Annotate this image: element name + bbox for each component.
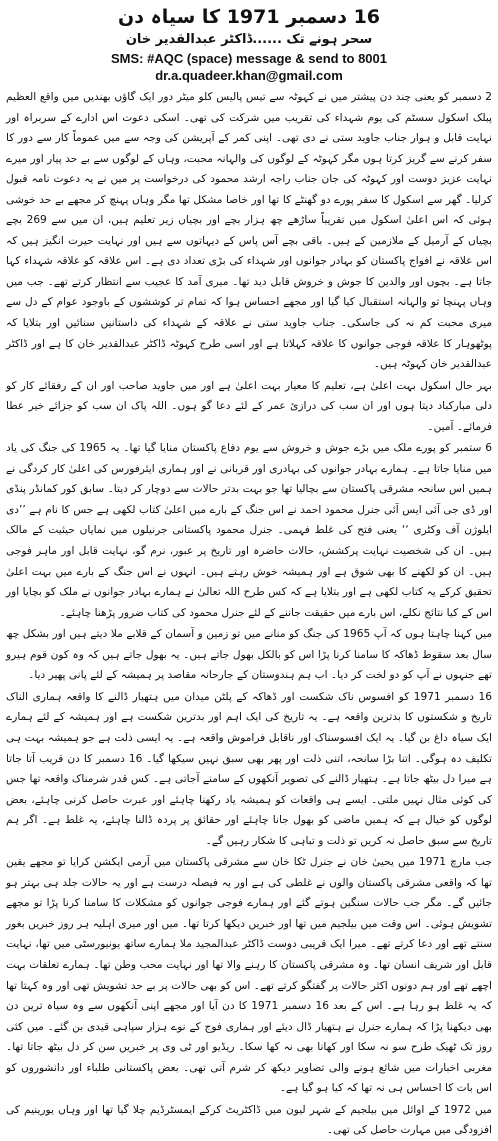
paragraph: بہر حال اسکول بہت اعلیٰ ہے، تعلیم کا معیار بہت اعلیٰ ہے اور میں جاوید صاحب اور ان کے رفقائے کار کو دلی مبارکباد دیتا ہوں اور ان سب کی درازیٔ عمر کے لئے دعا گو ہوں۔ اللہ پاک ان سب کو جزائے خیر عطا فرمائے۔ آمین۔ bbox=[6, 379, 492, 433]
article-body bbox=[6, 87, 492, 1141]
paragraph: 16 دسمبر 1971 کو افسوس ناک شکست اور ڈھاکہ کے پلٹن میدان میں ہتھیار ڈالنے کا واقعہ ہماری الناک تاریخ و شکستوں کا بدترین واقعہ ہے۔ یہ تاریخ کی ایک اہم اور بدترین شکست ہے اور ہمیشہ کے لئے ہمارے ایک سیاہ داغ بن گیا۔ یہ ایک افسوسناک اور ناقابل فراموش واقعہ ہے۔ یہ ایسی ذلت ہے جو ہمیشہ بہت ہی تکلیف دہ ہوگی۔ اتنا بڑا سانحہ، اتنی ذلت اور پھر بھی سبق نہیں سیکھا گیا۔ 16 دسمبر کا دن قریب آتا جاتا ہے میرا دل بیٹھ جاتا ہے۔ ہتھیار ڈالنے کی تصویر آنکھوں کے سامنے آجاتی ہے۔ کس قدر شرمناک واقعہ تھا جس کی کوئی مثال نہیں ملتی۔ ایسے ہی واقعات کو ہمیشہ یاد رکھنا چاہئے اور عبرت حاصل کرنی چاہئے، بعض لوگوں کو خیال ہے کہ ہمیں ماضی کو بھول جانا چاہئے اور حقائق پر پردہ ڈالنا چاہئے، یہ غلط ہے۔ اگر ہم تاریخ سے سبق حاصل نہ کریں تو ذلت و تباہی کا شکار رہیں گے۔ bbox=[6, 690, 492, 847]
paragraph: میں 1972 کے اوائل میں بیلجیم کے شہر لیون میں ڈاکٹریٹ کرکے ایمسٹرڈیم چلا گیا تھا اور وہاں یورینیم کی افزودگی میں مہارت حاصل کی تھی۔ bbox=[6, 1103, 492, 1137]
author-byline: سحر ہونے تک ......ڈاکٹر عبدالقدیر خان bbox=[125, 32, 373, 47]
paragraph: میں کہنا چاہتا ہوں کہ آپ 1965 کی جنگ کو منانے میں تو زمین و آسمان کے قلابے ملا دیتے ہیں اور بشکل چھ سال بعد سقوط ڈھاکہ کا سامنا کرنا پڑا اس کو بالکل بھول جاتے ہیں۔ یہ بھول جاتے ہیں کہ وہ کون قوم ہیرو تھے جنہوں نے آپ کو دو لخت کر دیا۔ اب ہم ہندوستان کے جارحانہ مقاصد پر ہمیشہ کے لئے پانی پھیر دیا۔ bbox=[6, 628, 492, 682]
author-email[interactable]: dr.a.quadeer.khan@gmail.com bbox=[155, 68, 343, 83]
sms-line: SMS: #AQC (space) message & send to 8001 bbox=[111, 51, 387, 66]
paragraph: جب مارچ 1971 میں یحییٰ خان نے جنرل ٹکا خان سے مشرقی پاکستان میں آرمی ایکشن کرایا تو مجھے یقین تھا کہ واقعی مشرقی پاکستان والوں نے غلطی کی ہے اور یہ فیصلہ درست ہے اور یہ حالات جلد ہی بہتر ہو جائیں گے۔ مگر جب حالات سنگین ہوتے گئے اور ہمارے فوجی جوانوں کو مشکلات کا سامنا کرنا پڑا تو مجھے تشویش ہوئی۔ اس وقت میں بیلجیم میں تھا اور خبریں دیکھا کرتا تھا۔ میں اور میری اہلیہ ہر روز خبریں بغور سنتے تھے اور دعا کرتے تھے۔ میرا ایک قریبی دوست ڈاکٹر عبدالمجید ملا ہمارے ساتھ یونیورسٹی میں تھا، نہایت قابل اور شریف انسان تھا۔ وہ مشرقی پاکستان کا رہنے والا تھا اور نہایت محب وطن تھا۔ ہمارے تعلقات بہت اچھے تھے اور ہم دونوں اکثر حالات پر گفتگو کرتے تھے۔ اس کو بھی حالات پر بے حد تشویش تھی اور وہ کہتا تھا کہ یہ غلط ہو رہا ہے۔ اس کے بعد 16 دسمبر 1971 کا دن آیا اور مجھے اپنی آنکھوں سے وہ سیاہ ترین دن بھی دیکھنا پڑا کہ ہمارے جنرل نے ہتھیار ڈال دیئے اور ہماری فوج کے نوے ہزار سپاہی قیدی بن گئے۔ میں کئی روز تک ٹھیک طرح سو نہ سکا اور کھانا بھی نہ کھا سکا۔ ریڈیو اور ٹی وی پر خبریں سن کر دل بیٹھ جاتا تھا۔ مغربی اخبارات میں شائع ہونے والی تصاویر دیکھ کر شرم آتی تھی۔ بعض پاکستانی طلباء اور دانشوروں کو اس بات کا احساس ہی نہ تھا کہ کیا ہو گیا ہے۔ bbox=[6, 856, 493, 1095]
paragraph: 2 دسمبر کو یعنی چند دن پیشتر میں نے کہوٹہ سے تیس پالیس کلو میٹر دور ایک گاؤں بھندیں میں واقع العظیم پبلک اسکول سسٹم کی یوم شہداء کی تقریب میں شرکت کی تھی۔ اسکی دعوت اس ادارے کے سربراہ اور نہایت قابل و ہوار جناب جاوید ستی نے دی تھی۔ اپنی کمر کے آپریشن کی وجہ سے میں عموماً کار سے دور کا سفر کرنے سے گریز کرتا ہوں مگر کہوٹہ کے لوگوں کی والہانہ محبت، وہاں کے لوگوں سے بے حد پیار اور میرے نہایت عزیز دوست اور کہوٹہ کی جان جناب راجہ ارشد محمود کی درخواست پر میں نے یہ دعوت نامہ قبول کرلیا۔ گھر سے اسکول کا سفر پورے دو گھنٹے کا تھا اور خاصا مشکل تھا مگر وہاں پہنچ کر مجھے بے حد خوشی ہوئی کہ اس اعلیٰ اسکول میں تقریباً ساڑھے چھ ہزار بچے اور بچیاں زیر تعلیم ہیں، ان میں سے 269 بچے بچیاں کے آرمیل کے ملازمین کے ہیں۔ باقی بچے آس پاس کے دیہاتوں سے ہیں اور نہایت حیرت انگیز ہیں کہ اس علاقہ نے افواج پاکستان کو بہادر جوانوں اور شہداء کی بڑی تعداد دی ہے۔ اس علاقہ کو علاقہ شہداء کہا جاتا ہے۔ بچوں اور والدین کا جوش و خروش قابل دید تھا۔ میری آمد کا عجیب سے انتظار کرتے تھے۔ جب میں وہاں پہنچا تو والہانہ استقبال کیا گیا اور مجھے احساس ہوا کہ تمام تر کوششوں کے باوجود عوام کے دل سے میری محبت کم نہ کی جاسکی۔ جناب جاوید ستی نے علاقہ کے شہداء کی داستانیں سنائیں اور بتلایا کہ پوٹھوہار کا علاقہ فوجی جوانوں کا علاقہ کہلاتا ہے اور اسی طرح کہوٹہ ڈاکٹر عبدالقدیر خان کا ہے اور ڈاکٹر عبدالقدیر خان کہوٹہ ہیں۔ bbox=[6, 91, 492, 371]
paragraph: 6 ستمبر کو پورے ملک میں بڑے جوش و خروش سے یوم دفاع پاکستان منایا گیا تھا۔ یہ 1965 کی جنگ کی یاد میں منایا جاتا ہے۔ ہمارے بہادر جوانوں کی بہادری اور قربانی نے اور ہماری ایئرفورس کی اعلیٰ کار کردگی نے ہمیں اس سانحہ مشرقی پاکستان سے بچالیا تھا جو بہت بدتر حالات سے دوچار کر دیتا۔ سابق کور کمانڈر پنڈی اور ڈی جی آئی ایس آئی جنرل محمود احمد نے اس جنگ کے بارے میں اعلیٰ کتاب لکھی ہے جس کا نام ہے ’’دی ایلوژن آف وکٹری ‘‘ یعنی فتح کی غلط فہمی۔ جنرل محمود پاکستانی جرنیلوں میں نمایاں حیثیت کے مالک ہیں۔ ان کی شخصیت نہایت پرکشش، حالات حاضرہ اور تاریخ پر عبور، نرم گو، نہایت قابل اور ماہر فوجی ہیں۔ ان کو لکھنے کا بھی شوق ہے اور ہمیشہ خوش رہتے ہیں۔ انہوں نے اس جنگ کے بارے میں بہت اعلیٰ تحقیق کرکے یہ کتاب لکھی ہے اور بتلایا ہے کہ کس طرح اللہ تعالیٰ نے ہمارے بہادر جوانوں نے ملک کو بچایا اور اس کے کیا نتائج نکلے، اس بارے میں حقیقت جاننے کے لئے جنرل محمود کی کتاب ضرور پڑھنا چاہئے۔ bbox=[6, 442, 492, 619]
article-title: 16 دسمبر 1971 کا سیاہ دن bbox=[117, 6, 381, 28]
